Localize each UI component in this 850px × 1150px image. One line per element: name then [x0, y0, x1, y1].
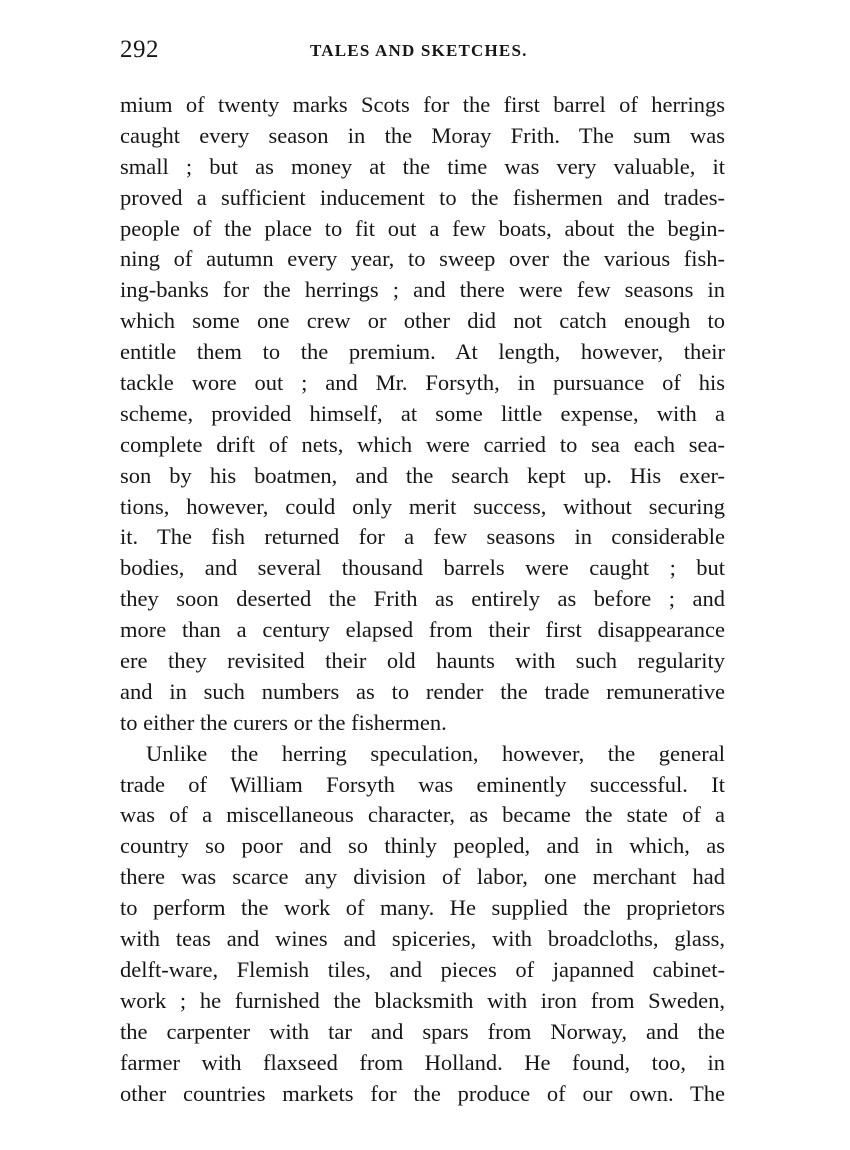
paragraph-end-line: to either the curers or the fishermen. — [120, 709, 447, 735]
running-title: TALES AND SKETCHES. — [310, 41, 528, 60]
text-line: was of a miscellaneous character, as became the state of a — [120, 802, 725, 828]
text-line: small ; but as money at the time was very valuable, it — [120, 153, 725, 179]
text-line: other countries markets for the produce of our own. The — [120, 1080, 725, 1106]
body-text — [120, 90, 725, 1109]
text-line: tackle wore out ; and Mr. Forsyth, in pursuance of his — [120, 370, 725, 396]
page-number: 292 — [120, 36, 159, 63]
text-line: and in such numbers as to render the trade remunerative — [120, 678, 725, 704]
text-line: son by his boatmen, and the search kept up. His exer- — [120, 462, 725, 488]
text-line: ning of autumn every year, to sweep over the various fish- — [120, 246, 725, 272]
text-line: farmer with flaxseed from Holland. He found, too, in — [120, 1049, 725, 1075]
text-line: mium of twenty marks Scots for the first barrel of herrings — [120, 92, 725, 117]
text-line: country so poor and so thinly peopled, and in which, as — [120, 833, 725, 859]
text-line: trade of William Forsyth was eminently successful. It — [120, 771, 725, 797]
text-line: delft-ware, Flemish tiles, and pieces of japanned cabinet- — [120, 956, 725, 982]
text-line: people of the place to fit out a few boats, about the begin- — [120, 215, 725, 241]
text-line: to perform the work of many. He supplied the proprietors — [120, 895, 725, 921]
text-line: proved a sufficient inducement to the fishermen and trades- — [120, 184, 725, 210]
text-line: more than a century elapsed from their first disappearance — [120, 617, 725, 643]
text-line: with teas and wines and spiceries, with broadcloths, glass, — [120, 926, 725, 952]
text-line: bodies, and several thousand barrels were caught ; but — [120, 555, 725, 581]
text-line: they soon deserted the Frith as entirely as before ; and — [120, 586, 725, 612]
text-line: which some one crew or other did not catch enough to — [120, 308, 725, 334]
text-line: it. The fish returned for a few seasons in considerable — [120, 524, 725, 550]
text-line: entitle them to the premium. At length, however, their — [120, 339, 725, 365]
paragraph-start-line: Unlike the herring speculation, however, the general — [146, 740, 725, 766]
text-line: caught every season in the Moray Frith. The sum was — [120, 122, 725, 148]
text-line: the carpenter with tar and spars from Norway, and the — [120, 1018, 725, 1044]
running-head — [120, 36, 730, 66]
text-line: there was scarce any division of labor, one merchant had — [120, 864, 725, 890]
text-line: work ; he furnished the blacksmith with iron from Sweden, — [120, 987, 725, 1013]
text-line: tions, however, could only merit success, without securing — [120, 493, 725, 519]
text-line: ere they revisited their old haunts with such regularity — [120, 648, 725, 674]
text-line: complete drift of nets, which were carried to sea each sea- — [120, 431, 725, 457]
text-line: scheme, provided himself, at some little expense, with a — [120, 400, 725, 426]
text-line: ing-banks for the herrings ; and there were few seasons in — [120, 277, 725, 303]
